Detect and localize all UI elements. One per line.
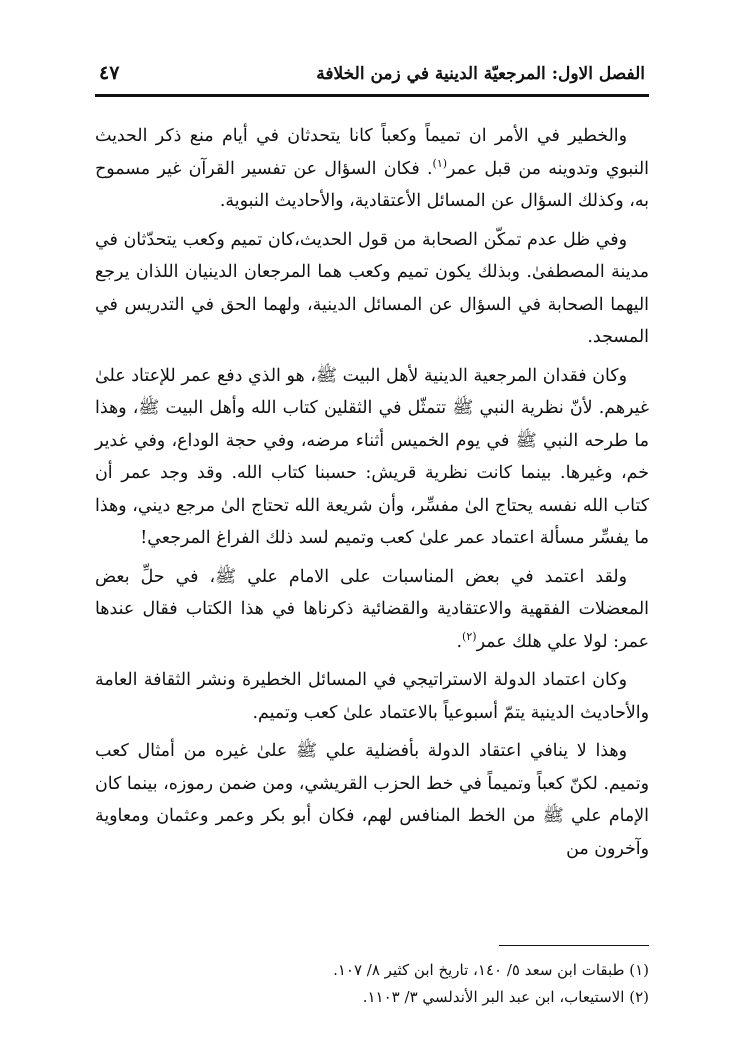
footnote-item: (٢) الاستيعاب، ابن عبد البر الأندلسي ٣/ ١١٠٣. (362, 988, 649, 1006)
footnote-item: (١) طبقات ابن سعد ٥/ ١٤٠، تاريخ ابن كثير ٨/ ١٠٧. (333, 961, 649, 979)
footnotes (95, 957, 649, 1011)
footnote-ref: (١) (432, 156, 448, 170)
page-header (95, 58, 649, 97)
paragraph: وكان فقدان المرجعية الدينية لأهل البيت ﷺ، هو الذي دفع عمر للإعتاد علىٰ غيرهم. لأنّ نظرية النبي ﷺ تتمثّل في الثقلين كتاب الله وأهل البيت ﷺ، وهذا ما طرحه النبي ﷺ في يوم الخميس أثناء مرضه، وفي حجة الوداع، وفي غدير خم، وغيرها. بينما كانت نظرية قريش: حسبنا كتاب الله. وقد وجد عمر أن كتاب الله نفسه يحتاج الىٰ مفسِّر، وأن شريعة الله تحتاج الىٰ مرجع ديني، وهذا ما يفسِّر مسألة اعتماد عمر علىٰ كعب وتميم لسد ذلك الفراغ المرجعي! (95, 365, 649, 548)
chapter-title: الفصل الاول: المرجعيّة الدينية في زمن الخلافة (316, 64, 645, 84)
paragraph: وهذا لا ينافي اعتقاد الدولة بأفضلية علي ﷺ علىٰ غيره من أمثال كعب وتميم. لكنّ كعباً وتميماً في خط الحزب القريشي، ومن ضمن رموزه، بينما كان الإمام علي ﷺ من الخط المنافس لهم، فكان أبو بكر وعمر وعثمان ومعاوية وآخرون من (95, 741, 649, 859)
body-text (95, 120, 649, 871)
footnote-ref: (٢) (462, 629, 477, 643)
page-number: ٤٧ (99, 62, 120, 84)
paragraph: والخطير في الأمر ان تميماً وكعباً كانا يتحدثان في أيام منع ذكر الحديث النبوي وتدوينه من قبل عمر$^{(١)}$. فكان السؤال عن تفسير القرآن غير مسموح به، وكذلك السؤال عن المسائل الأعتقادية، والأحاديث النبوية. (95, 126, 649, 211)
paragraph: ولقد اعتمد في بعض المناسبات على الامام علي ﷺ، في حلِّ بعض المعضلات الفقهية والاعتقادية والقضائية ذكرناها في هذا الكتاب فقال عندها عمر: لولا علي هلك عمر$^{(٢)}$. (95, 566, 649, 652)
paragraph: وكان اعتماد الدولة الاستراتيجي في المسائل الخطيرة ونشر الثقافة العامة والأحاديث الدينية يتمّ أسبوعياً بالاعتماد علىٰ كعب وتميم. (95, 670, 649, 723)
paragraph: وفي ظل عدم تمكّن الصحابة من قول الحديث،كان تميم وكعب يتحدّثان في مدينة المصطفىٰ. وبذلك يكون تميم وكعب هما المرجعان الدينيان اللذان يرجع اليهما الصحابة في السؤال عن المسائل الدينية، ولهما الحق في التدريس في المسجد. (95, 229, 649, 347)
footnote-divider (499, 945, 649, 946)
